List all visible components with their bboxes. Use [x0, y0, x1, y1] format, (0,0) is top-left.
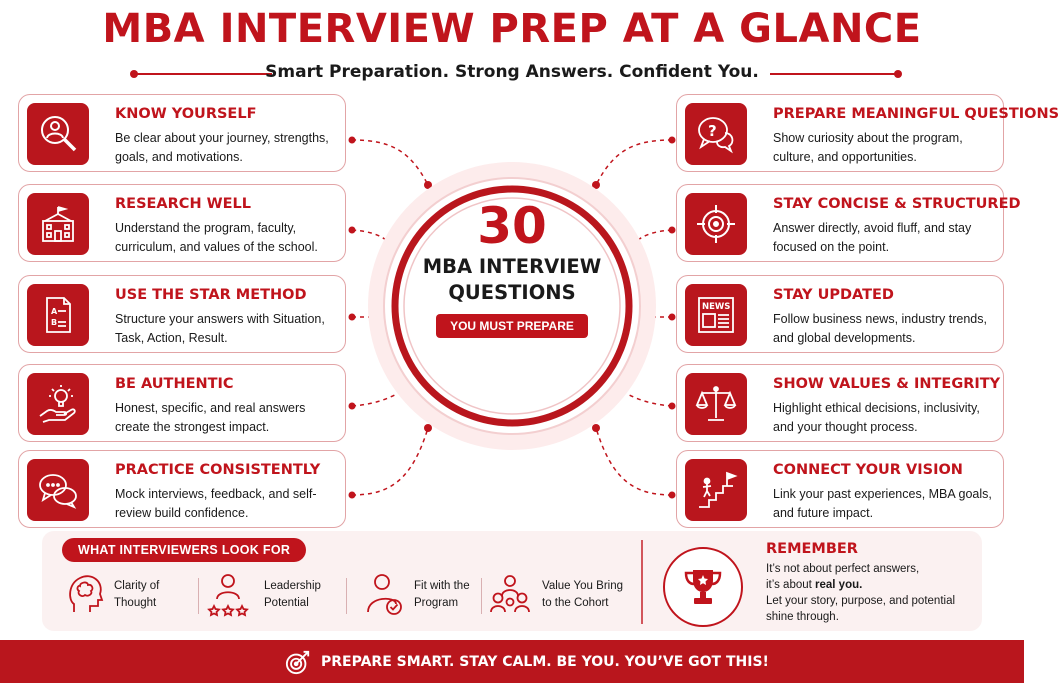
card-description: Be clear about your journey, strengths, goals, and motivations.	[115, 131, 329, 164]
stairs-flag-icon	[685, 459, 747, 521]
center-pill: YOU MUST PREPARE	[436, 314, 588, 338]
footer-text: PREPARE SMART. STAY CALM. BE YOU. YOU’VE GOT THIS!	[321, 653, 769, 670]
connector-line	[596, 140, 672, 185]
svg-text:NEWS: NEWS	[702, 302, 731, 312]
newspaper-icon	[685, 284, 747, 346]
card-description: Mock interviews, feedback, and self-review build confidence.	[115, 487, 317, 520]
subtitle-row	[0, 62, 1024, 86]
scales-icon	[685, 373, 747, 435]
section-divider	[641, 540, 643, 624]
card-title: STAY CONCISE & STRUCTURED	[773, 196, 1021, 212]
person-check-icon	[364, 572, 404, 616]
card-values-integrity	[676, 364, 1004, 442]
document-list-icon	[27, 284, 89, 346]
remember-line3: Let your story, purpose, and potential shine through.	[766, 595, 956, 623]
look-item-label: Value You Bring to the Cohort	[542, 580, 623, 609]
divider	[346, 578, 347, 614]
remember-line2	[766, 577, 976, 593]
card-practice-consistently	[18, 450, 346, 528]
card-title: SHOW VALUES & INTEGRITY	[773, 376, 1001, 392]
divider	[198, 578, 199, 614]
look-item-label: Leadership Potential	[264, 580, 321, 609]
card-star-method	[18, 275, 346, 353]
question-count: 30	[477, 197, 547, 255]
remember-text	[766, 561, 976, 625]
center-line2: QUESTIONS	[448, 281, 576, 304]
connector-line	[352, 140, 428, 185]
card-title: PRACTICE CONSISTENTLY	[115, 462, 321, 478]
card-description: Structure your answers with Situation, Task, Action, Result.	[115, 312, 325, 345]
school-building-icon	[27, 193, 89, 255]
card-title: RESEARCH WELL	[115, 196, 252, 212]
card-description: Highlight ethical decisions, inclusivity, and your thought process.	[773, 401, 980, 434]
divider	[481, 578, 482, 614]
target-arrow-icon	[285, 649, 311, 675]
card-connect-vision	[676, 450, 1004, 528]
card-description: Honest, specific, and real answers create the strongest impact.	[115, 401, 306, 434]
center-line1: MBA INTERVIEW	[422, 255, 602, 278]
trophy-icon	[680, 564, 726, 610]
footer-banner	[0, 640, 1024, 683]
svg-text:?: ?	[708, 122, 717, 140]
card-title: KNOW YOURSELF	[115, 106, 257, 122]
svg-text:B: B	[51, 318, 58, 327]
page-title: MBA INTERVIEW PREP AT A GLANCE	[102, 6, 922, 52]
group-icon	[490, 572, 530, 616]
svg-text:A: A	[51, 307, 58, 316]
card-know-yourself	[18, 94, 346, 172]
card-concise-structured	[676, 184, 1021, 262]
remember-title: REMEMBER	[766, 541, 858, 557]
chat-bubbles-icon	[27, 459, 89, 521]
target-icon	[685, 193, 747, 255]
trophy-badge	[663, 547, 743, 627]
magnifier-person-icon	[27, 103, 89, 165]
card-stay-updated	[676, 275, 1004, 353]
look-item-label: Clarity of Thought	[114, 580, 160, 609]
card-description: Follow business news, industry trends, and global developments.	[773, 312, 987, 345]
card-be-authentic	[18, 364, 346, 442]
head-brain-icon	[66, 572, 106, 616]
remember-emphasis: real you.	[815, 579, 863, 591]
footer-content	[285, 640, 769, 683]
card-description: Understand the program, faculty, curriculum, and values of the school.	[115, 221, 318, 254]
hand-lightbulb-icon	[27, 373, 89, 435]
page-subtitle: Smart Preparation. Strong Answers. Confident You.	[265, 62, 759, 82]
card-research-well	[18, 184, 346, 262]
card-title: CONNECT YOUR VISION	[773, 462, 963, 478]
card-meaningful-questions	[676, 94, 1059, 172]
center-badge	[395, 198, 629, 338]
card-description: Answer directly, avoid fluff, and stay focused on the point.	[773, 221, 972, 254]
remember-line1: It’s not about perfect answers,	[766, 563, 920, 575]
card-title: STAY UPDATED	[773, 287, 894, 303]
card-title: USE THE STAR METHOD	[115, 287, 307, 303]
card-title: BE AUTHENTIC	[115, 376, 234, 392]
question-bubble-icon	[685, 103, 747, 165]
connector-line	[596, 428, 672, 495]
connector-line	[352, 428, 428, 495]
look-for-heading: WHAT INTERVIEWERS LOOK FOR	[62, 538, 306, 562]
card-description: Show curiosity about the program, culture, and opportunities.	[773, 131, 963, 164]
remember-line2-pre: it’s about	[766, 579, 816, 591]
look-item-label: Fit with the Program	[414, 580, 470, 609]
leader-stars-icon	[208, 572, 248, 616]
card-title: PREPARE MEANINGFUL QUESTIONS	[773, 106, 1059, 122]
card-description: Link your past experiences, MBA goals, and future impact.	[773, 487, 992, 520]
